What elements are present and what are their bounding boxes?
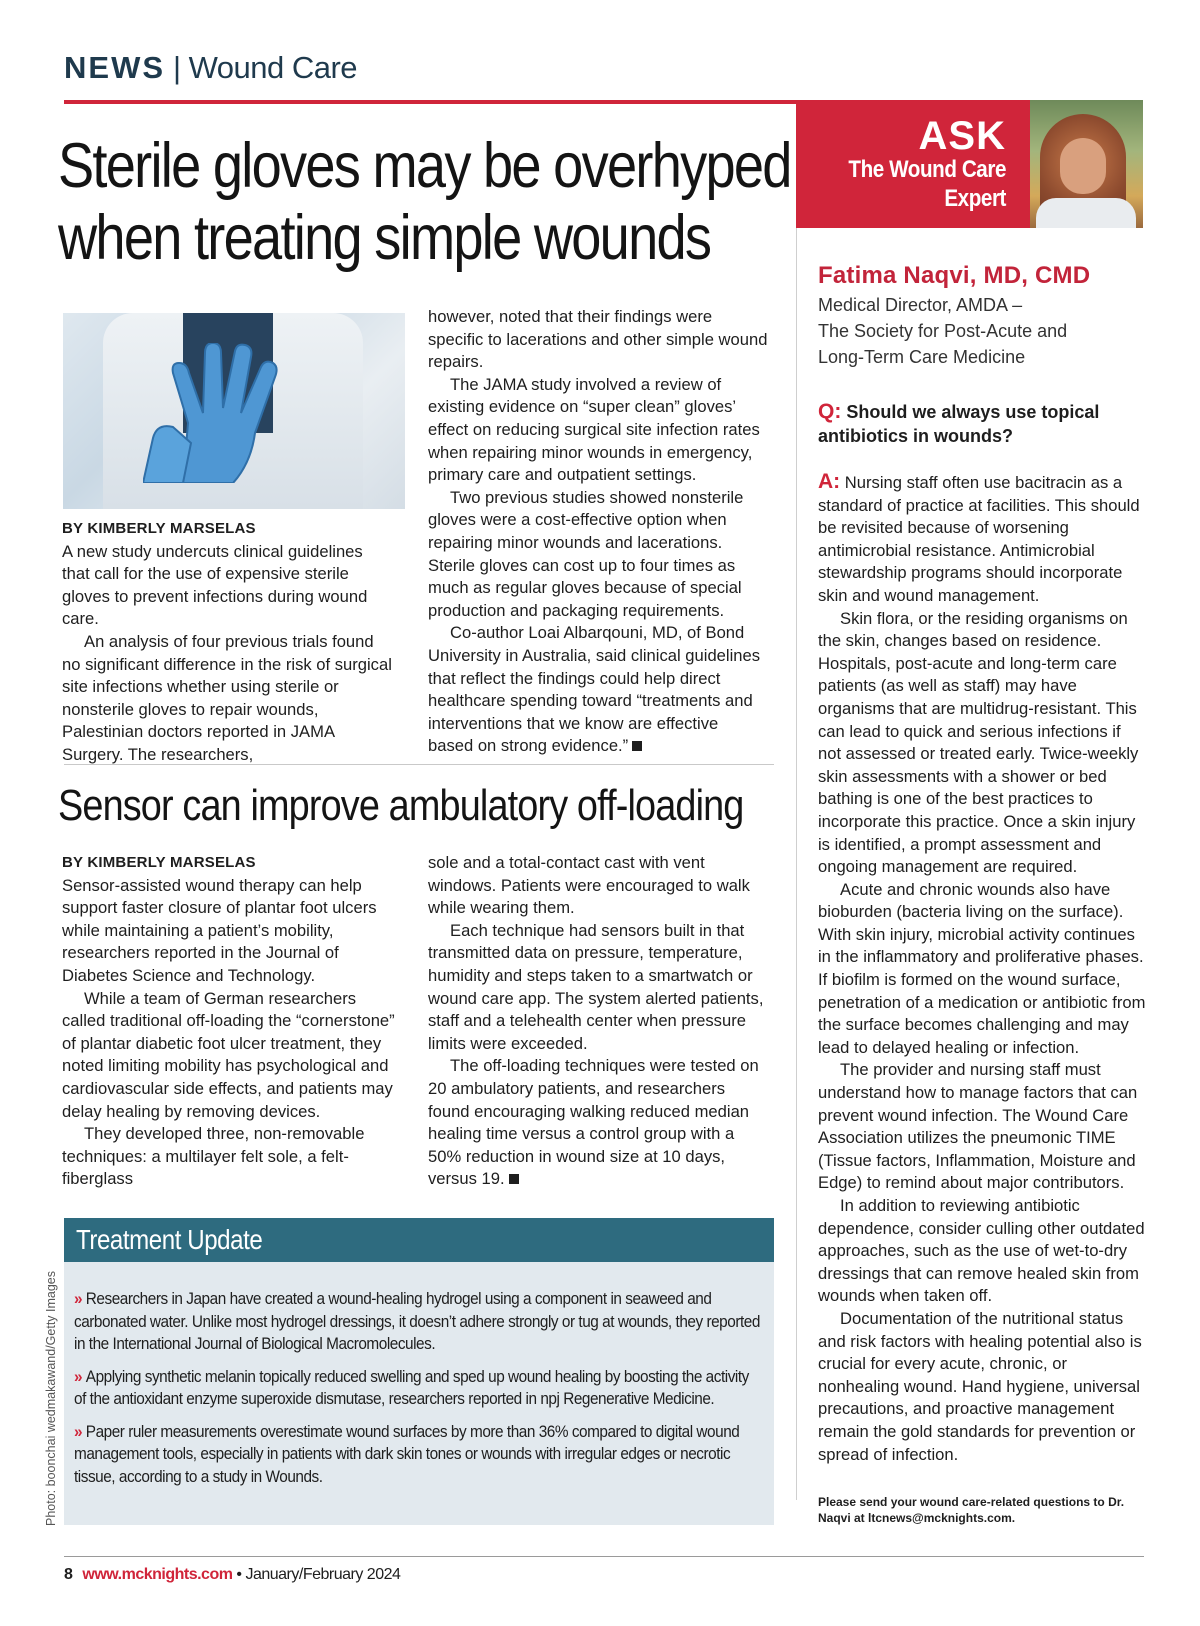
- submit-questions-note: Please send your wound care-related questions to Dr. Naqvi at ltcnews@mcknights.com.: [818, 1495, 1125, 1525]
- treatment-update-list: [74, 1288, 774, 1498]
- article2-paragraph: While a team of German researchers called traditional off-loading the “cornerstone” of plantar diabetic foot ulcer treatment, they noted limiting mobility has psychological and cardiovascular side effects, and patients may delay healing by removing devices.: [62, 988, 395, 1121]
- issue-date: • January/February 2024: [236, 1566, 401, 1583]
- article2-paragraph: Each technique had sensors built in that transmitted data on pressure, temperature, humidity and steps taken to a smartwatch or wound care app. The system alerted patients, staff and a telehealth center when pressure limits were exceeded.: [428, 920, 764, 1053]
- answer-paragraph: The provider and nursing staff must understand how to manage factors that can prevent wound infection. The Wound Care Association utilizes the pneumonic TIME (Tissue factors, Inflammation, Moisture and Edge) to remind about major contributors.: [818, 1060, 1138, 1193]
- sidebar-rule: [796, 100, 797, 1500]
- article2-column2: [428, 852, 768, 1191]
- question: [818, 400, 1148, 448]
- article1-byline: BY KIMBERLY MARSELAS: [62, 520, 256, 537]
- article2-paragraph: Sensor-assisted wound therapy can help support faster closure of plantar foot ulcers while maintaining a patient’s mobility, researchers reported in the Journal of Diabetes Science and Technology.: [62, 875, 377, 985]
- article-divider: [64, 764, 774, 765]
- treatment-update-title: Treatment Update: [64, 1218, 774, 1262]
- blue-glove-icon: [143, 343, 313, 483]
- question-text: Should we always use topical antibiotics in wounds?: [818, 402, 1100, 446]
- answer-paragraph: Acute and chronic wounds also have bioburden (bacteria living on the surface). With skin injury, microbial activity continues in the inflammatory and proliferative phases. If biofilm is formed on the wound surface, penetration of a medication or antibiotic from the surface becomes challenging and may lead to delayed healing or infection.: [818, 879, 1146, 1057]
- article1-paragraph: An analysis of four previous trials found no significant difference in the risk of surgical site infections whether using sterile or nonsterile gloves to repair wounds, Palestinian doctors reported in JAMA Surgery. The researchers,: [62, 631, 392, 764]
- article2-paragraph: sole and a total-contact cast with vent windows. Patients were encouraged to walk while wearing them.: [428, 853, 750, 918]
- article1-paragraph: A new study undercuts clinical guidelines that call for the use of expensive sterile gloves to prevent infections during wound care.: [62, 541, 368, 629]
- answer-paragraph: Documentation of the nutritional status and risk factors with healing potential also is crucial for every acute, chronic, or nonhealing wound. Hand hygiene, universal precautions, and proactive management remain the gold standards for prevention or spread of infection.: [818, 1308, 1142, 1464]
- chevron-right-icon: »: [74, 1422, 83, 1441]
- expert-title: Medical Director, AMDA – The Society for Post-Acute and Long-Term Care Medicine: [818, 295, 1068, 367]
- expert-portrait: [1030, 100, 1143, 228]
- article1-column2: [428, 306, 768, 758]
- list-item: » Applying synthetic melanin topically reduced swelling and sped up wound healing by boosting the activity of the antioxidant enzyme superoxide dismutase, researchers reported in npj Regenerative Medicine.: [74, 1367, 749, 1408]
- list-item: » Researchers in Japan have created a wound-healing hydrogel using a component in seaweed and carbonated water. Unlike most hydrogel dressings, it doesn’t adhere strongly or tug at wounds, they reported in the International Journal of Biological Macromolecules.: [74, 1290, 760, 1353]
- question-label: Q:: [818, 400, 842, 423]
- article1-paragraph: Co-author Loai Albarqouni, MD, of Bond University in Australia, said clinical guidelines that reflect the findings could help direct healthcare spending toward “treatments and interventions that we know are effective based on strong evidence.”: [428, 623, 761, 756]
- answer-label: A:: [818, 470, 841, 493]
- chevron-right-icon: »: [74, 1290, 83, 1308]
- end-mark: [632, 741, 642, 751]
- expert-name: Fatima Naqvi, MD, CMD: [818, 262, 1091, 289]
- gloves-photo: [63, 313, 405, 509]
- article1-column1: [62, 518, 392, 767]
- banner-line-1: The Wound Care: [848, 156, 1006, 183]
- article2-column1: [62, 852, 402, 1191]
- answer: [818, 471, 1148, 1466]
- chevron-right-icon: »: [74, 1367, 83, 1386]
- ask-label: ASK: [918, 114, 1006, 158]
- ask-expert-banner: [796, 100, 1030, 228]
- section-header: [64, 52, 357, 83]
- page-footer: [64, 1566, 400, 1584]
- answer-paragraph: Nursing staff often use bacitracin as a standard of practice at facilities. This should be revisited because of worsening antimicrobial resistance. Antimicrobial stewardship programs should incorporate skin and wound management.: [818, 473, 1140, 605]
- article2-byline: BY KIMBERLY MARSELAS: [62, 854, 256, 871]
- article1-headline: Sterile gloves may be overhyped when treating simple wounds: [58, 131, 791, 274]
- footer-rule: [64, 1556, 1144, 1557]
- banner-line-2: Expert: [944, 184, 1006, 212]
- photo-credit: Photo: boonchai wedmakawand/Getty Images: [44, 1270, 58, 1526]
- article2-paragraph: They developed three, non-removable techniques: a multilayer felt sole, a felt-fiberglass: [62, 1124, 365, 1189]
- article2-paragraph: The off-loading techniques were tested on 20 ambulatory patients, and researchers found encouraging walking reduced median healing time versus a control group with a 50% reduction in wound size at 10 days, versus 19.: [428, 1056, 759, 1189]
- article1-paragraph: The JAMA study involved a review of existing evidence on “super clean” gloves’ effect on reducing surgical site infection rates when repairing minor wounds in emergency, primary care and outpatient settings.: [428, 374, 760, 485]
- article1-paragraph: however, noted that their findings were specific to lacerations and other simple wound repairs.: [428, 307, 768, 372]
- section-topic: Wound Care: [188, 50, 358, 85]
- article1-paragraph: Two previous studies showed nonsterile gloves were a cost-effective option when repairing minor wounds and lacerations. Sterile gloves can cost up to four times as much as regular gloves because of special production and packaging requirements.: [428, 487, 744, 620]
- header-rule: [64, 100, 802, 104]
- page-number: 8: [64, 1566, 73, 1583]
- answer-paragraph: In addition to reviewing antibiotic dependence, consider culling other outdated approaches, such as the use of wet-to-dry dressings that can remove healed skin from wounds when taken off.: [818, 1196, 1145, 1306]
- site-link[interactable]: www.mcknights.com: [82, 1566, 233, 1583]
- section-label: NEWS: [64, 50, 165, 85]
- end-mark: [509, 1174, 519, 1184]
- article2-headline: Sensor can improve ambulatory off-loading: [58, 781, 744, 830]
- list-item: » Paper ruler measurements overestimate wound surfaces by more than 36% compared to digital wound management tools, especially in patients with dark skin tones or wounds with irregular edges or necrotic tissue, according to a study in Wounds.: [74, 1422, 740, 1486]
- section-separator: |: [173, 50, 181, 85]
- answer-paragraph: Skin flora, or the residing organisms on the skin, changes based on residence. Hospitals, post-acute and long-term care patients (as well as staff) may have organisms that are multidrug-resistant. This can lead to quick and serious infections if not assessed or treated early. Twice-weekly skin assessments with a shower or bed bathing is one of the best practices to incorporate this practice. Once a skin injury is identified, a prompt assessment and ongoing management are required.: [818, 608, 1139, 877]
